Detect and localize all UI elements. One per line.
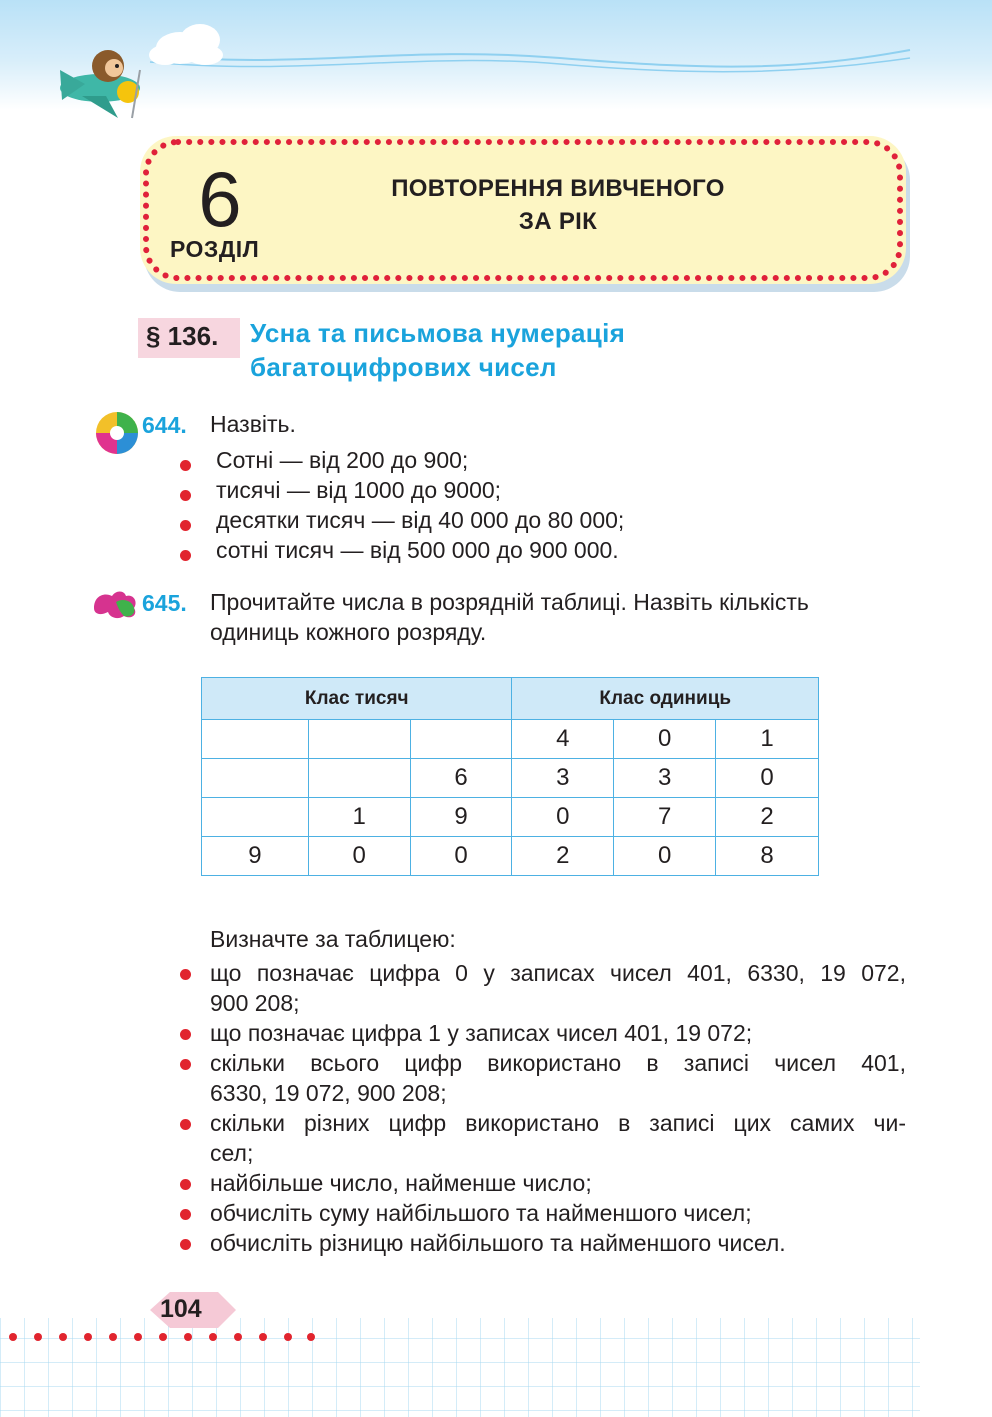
question-line: 900 208;: [210, 990, 300, 1016]
section-number: § 136.: [146, 321, 219, 351]
table-cell: [202, 798, 309, 837]
table-header-row: [202, 678, 819, 720]
table-cell: 0: [716, 759, 819, 798]
table-cell: 2: [716, 798, 819, 837]
header-thousands-class: Клас тисяч: [202, 678, 512, 720]
section-title: [250, 316, 625, 384]
bullet: [180, 1119, 191, 1130]
table-cell: 0: [410, 837, 512, 876]
table-cell: 8: [716, 837, 819, 876]
chapter-number: 6: [198, 155, 242, 243]
footer-grid: [0, 1290, 992, 1417]
section-title-line1: Усна та письмова нумерація: [250, 318, 626, 348]
table-cell: 2: [512, 837, 614, 876]
table-cell: 0: [614, 837, 716, 876]
question-line: що позначає цифра 1 у записах чисел 401, 19 072;: [210, 1020, 753, 1046]
question-line: обчисліть суму найбільшого та найменшого чисел;: [210, 1200, 752, 1226]
table-cell: [308, 720, 410, 759]
bullet: [180, 1239, 191, 1250]
task-644-number: 644.: [142, 412, 187, 438]
puzzle-icon: [94, 410, 140, 456]
questions-intro: Визначте за таблицею:: [210, 926, 456, 952]
task-645-text-line1: Прочитайте числа в розрядній таблиці. Назвіть кількість: [210, 589, 809, 615]
table-cell: 7: [614, 798, 716, 837]
task-644-item: тисячі — від 1000 до 9000;: [216, 477, 502, 503]
cloud-icon: [149, 24, 223, 65]
bullet: [180, 1179, 191, 1190]
sky-header: [0, 0, 992, 110]
chapter-title: [350, 172, 766, 238]
table-cell: 0: [308, 837, 410, 876]
question-line: скільки всього цифр використано в записі чисел 401,: [210, 1050, 906, 1076]
page-number: 104: [160, 1295, 202, 1323]
bullet: [180, 1059, 191, 1070]
table-row: [202, 837, 819, 876]
puzzle-icon: [90, 588, 140, 622]
header-units-class: Клас одиниць: [512, 678, 819, 720]
question-line: обчисліть різницю найбільшого та найменшого чисел.: [210, 1230, 786, 1256]
table-cell: [202, 720, 309, 759]
table-row: [202, 720, 819, 759]
table-cell: [202, 759, 309, 798]
table-cell: 9: [202, 837, 309, 876]
table-row: [202, 798, 819, 837]
bullet: [180, 1029, 191, 1040]
task-644-item: десятки тисяч — від 40 000 до 80 000;: [216, 507, 625, 533]
question-line: скільки різних цифр використано в записі цих самих чи-: [210, 1110, 906, 1136]
table-cell: 3: [512, 759, 614, 798]
question-line: найбільше число, найменше число;: [210, 1170, 592, 1196]
sky-decoration: [0, 0, 992, 120]
table-cell: 6: [410, 759, 512, 798]
task-644-item: сотні тисяч — від 500 000 до 900 000.: [216, 537, 619, 563]
table-cell: 0: [614, 720, 716, 759]
task-645-number: 645.: [142, 590, 187, 616]
question-line: що позначає цифра 0 у записах чисел 401, 6330, 19 072,: [210, 960, 906, 986]
table-cell: 1: [308, 798, 410, 837]
question-line: сел;: [210, 1140, 254, 1166]
chapter-title-line1: ПОВТОРЕННЯ ВИВЧЕНОГО: [391, 175, 725, 202]
bullet: [180, 460, 191, 471]
section-title-line2: багатоцифрових чисел: [250, 352, 557, 382]
question-line: 6330, 19 072, 900 208;: [210, 1080, 447, 1106]
bullet: [180, 520, 191, 531]
table-cell: 4: [512, 720, 614, 759]
chapter-label: РОЗДІЛ: [170, 236, 260, 262]
chapter-title-line2: ЗА РІК: [518, 208, 598, 235]
place-value-table: [201, 677, 819, 876]
task-645-text-line2: одиниць кожного розряду.: [210, 619, 487, 645]
footer-dots: [0, 1330, 330, 1344]
table-cell: [410, 720, 512, 759]
table-row: [202, 759, 819, 798]
hedgehog-airplane-icon: [60, 50, 140, 118]
bullet: [180, 1209, 191, 1220]
table-cell: 3: [614, 759, 716, 798]
bullet: [180, 969, 191, 980]
table-cell: 9: [410, 798, 512, 837]
table-cell: 1: [716, 720, 819, 759]
task-644-text: Назвіть.: [210, 411, 296, 437]
bullet: [180, 490, 191, 501]
table-cell: 0: [512, 798, 614, 837]
task-644-item: Сотні — від 200 до 900;: [216, 447, 469, 473]
bullet: [180, 550, 191, 561]
table-cell: [308, 759, 410, 798]
